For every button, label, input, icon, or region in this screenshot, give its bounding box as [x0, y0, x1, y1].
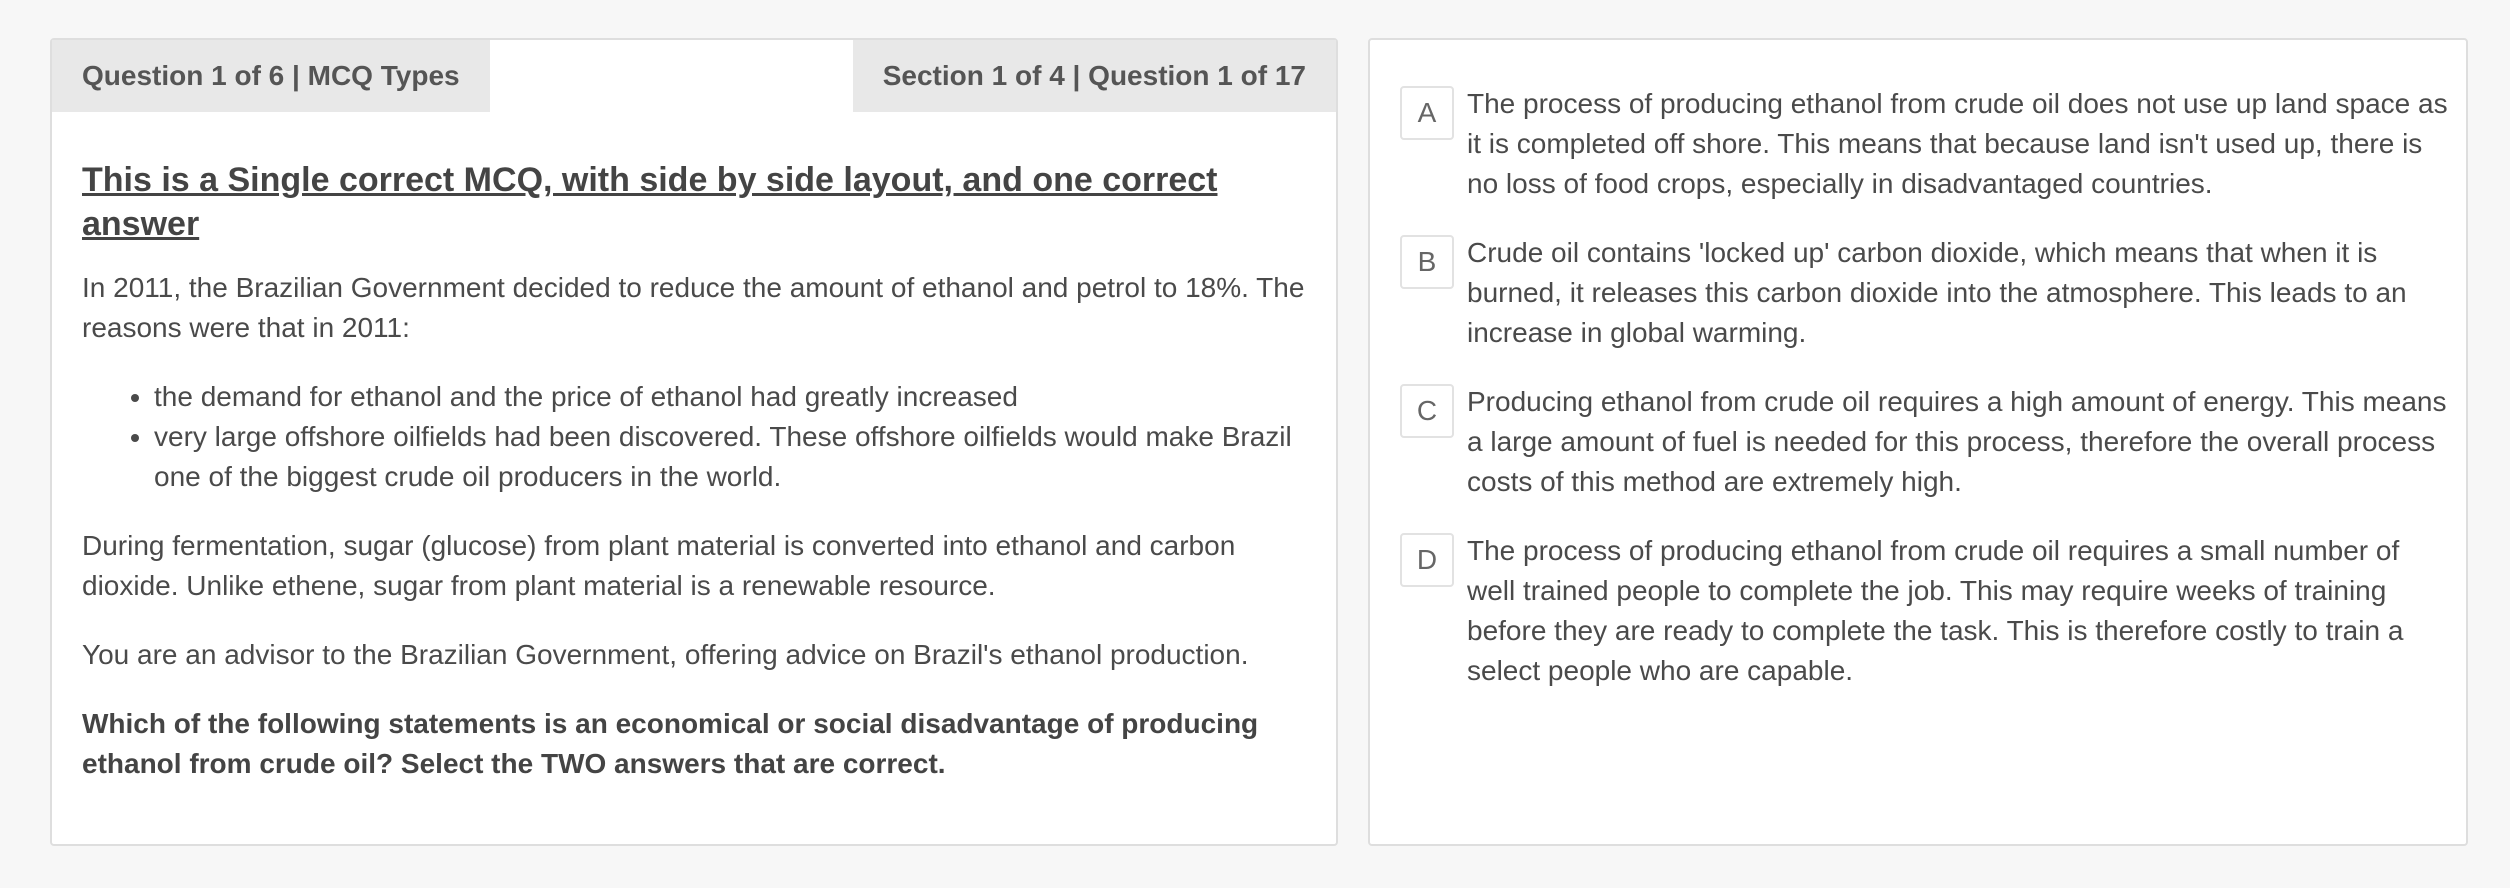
option-a[interactable] — [1400, 84, 2450, 204]
reason-item: • very large offshore oilfields had been discovered. These offshore oilfields would make Brazil one of the biggest crude oil producers in the world. — [154, 417, 1307, 497]
question-prompt: Which of the following statements is an economical or social disadvantage of producing ethanol from crude oil? Select the TWO answers that are correct. — [82, 708, 1259, 779]
option-letter-a[interactable]: A — [1400, 86, 1454, 140]
answer-options — [1400, 84, 2450, 720]
question-panel — [50, 38, 1338, 846]
option-text-d[interactable]: The process of producing ethanol from crude oil requires a small number of well trained people to complete the job. This may require weeks of training before they are ready to complete the task. This is therefore costly to train a select people who are capable. — [1467, 535, 2404, 686]
option-letter-b[interactable]: B — [1400, 235, 1454, 289]
question-title: This is a Single correct MCQ, with side by side layout, and one correct answer — [82, 161, 1218, 243]
question-intro: In 2011, the Brazilian Government decided to reduce the amount of ethanol and petrol to 18%. The reasons were that in 2011: — [82, 272, 1305, 343]
option-text-a[interactable]: The process of producing ethanol from crude oil does not use up land space as it is completed off shore. This means that because land isn't used up, there is no loss of food crops, especially in disadvantaged countries. — [1467, 88, 2448, 199]
advisor-paragraph: You are an advisor to the Brazilian Government, offering advice on Brazil's ethanol production. — [82, 639, 1249, 670]
option-c[interactable] — [1400, 382, 2450, 502]
question-content — [82, 158, 1307, 813]
option-d[interactable] — [1400, 531, 2450, 691]
reasons-list — [82, 377, 1307, 497]
fermentation-paragraph: During fermentation, sugar (glucose) from plant material is converted into ethanol and carbon dioxide. Unlike ethene, sugar from plant material is a renewable resource. — [82, 530, 1236, 601]
option-letter-c[interactable]: C — [1400, 384, 1454, 438]
question-progress-tab: Question 1 of 6 | MCQ Types — [52, 40, 490, 112]
answer-panel — [1368, 38, 2468, 846]
option-text-b[interactable]: Crude oil contains 'locked up' carbon dioxide, which means that when it is burned, it releases this carbon dioxide into the atmosphere. This leads to an increase in global warming. — [1467, 237, 2407, 348]
option-b[interactable] — [1400, 233, 2450, 353]
option-text-c[interactable]: Producing ethanol from crude oil requires a high amount of energy. This means a large amount of fuel is needed for this process, therefore the overall process costs of this method are extremely high. — [1467, 386, 2447, 497]
option-letter-d[interactable]: D — [1400, 533, 1454, 587]
section-progress-tab: Section 1 of 4 | Question 1 of 17 — [853, 40, 1336, 112]
reason-item: • the demand for ethanol and the price of ethanol had greatly increased — [154, 377, 1307, 417]
